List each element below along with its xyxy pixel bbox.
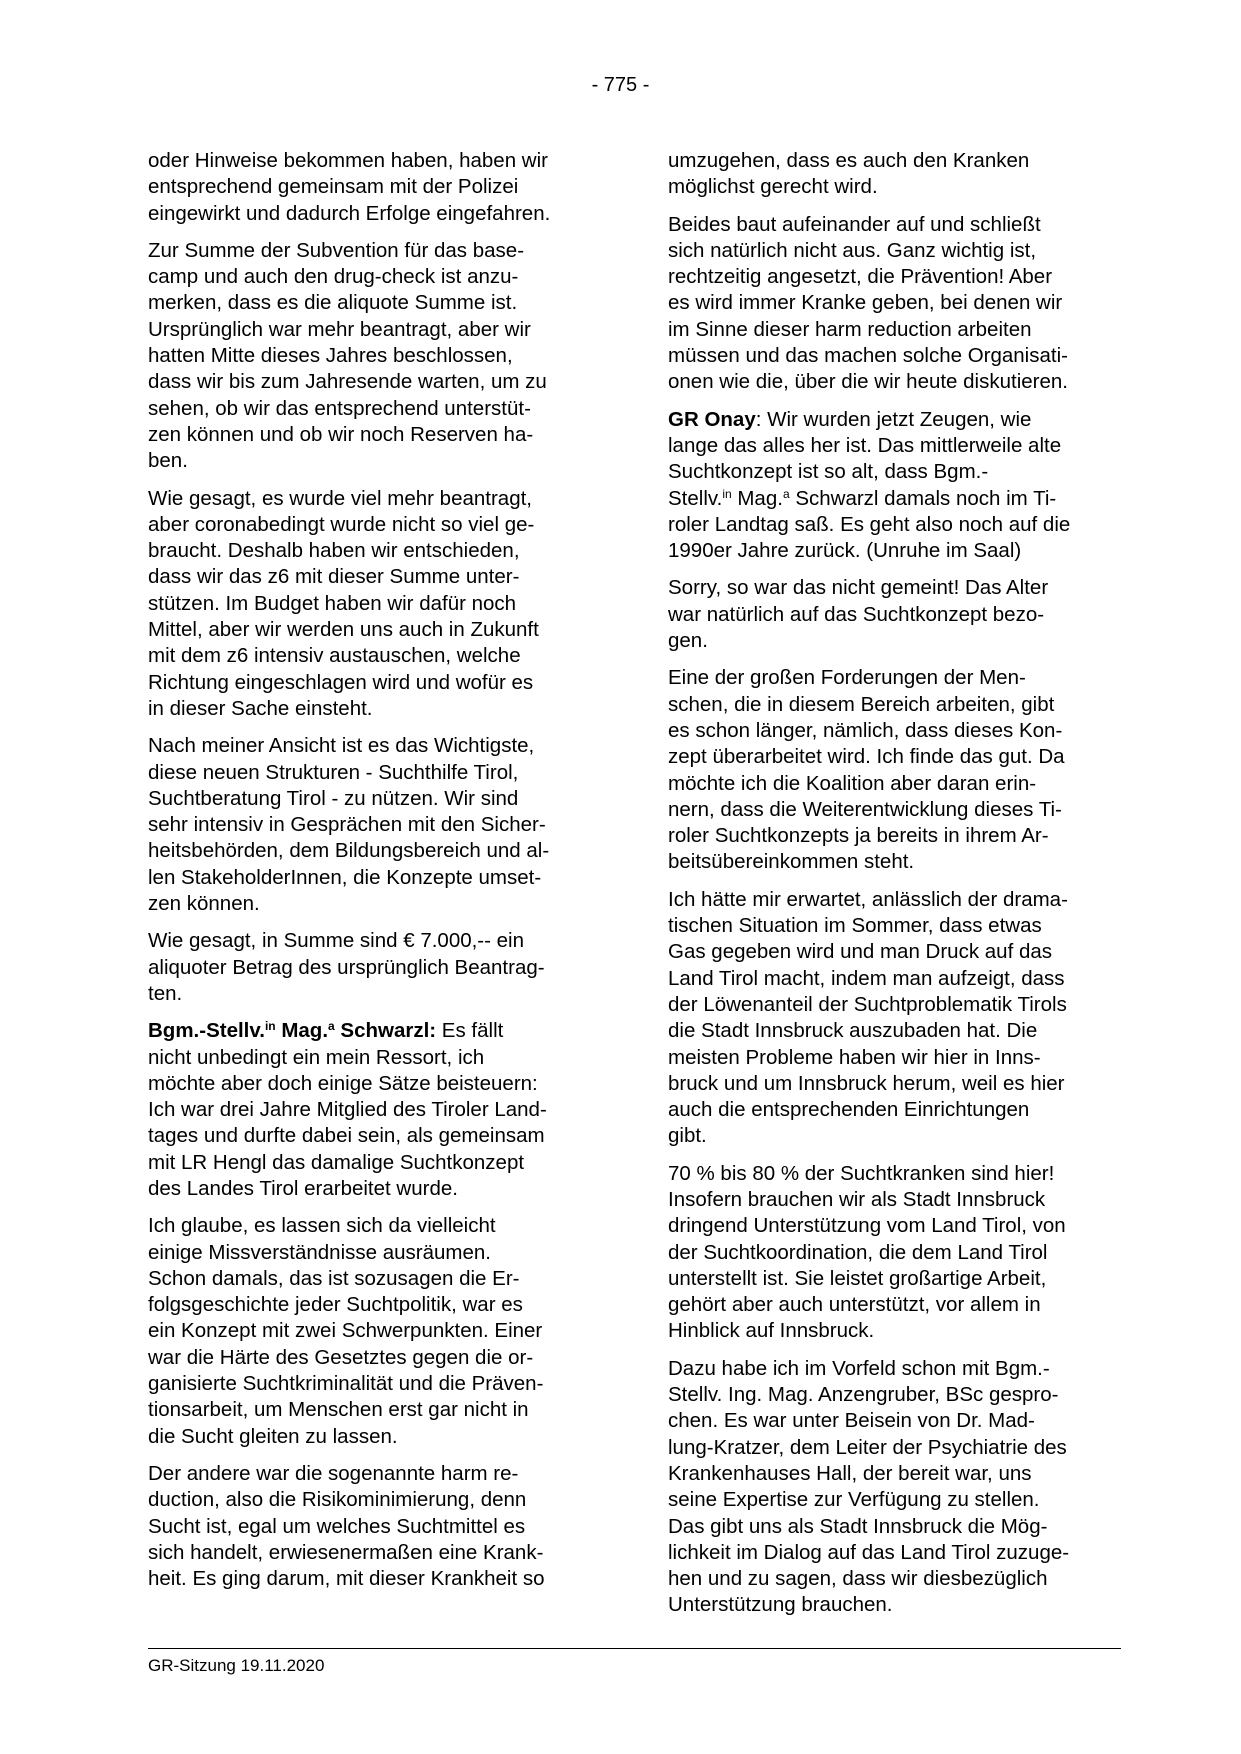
text-line: Ich war drei Jahre Mitglied des Tiroler Land- bbox=[148, 1098, 547, 1122]
text-line: entsprechend gemeinsam mit der Polizei bbox=[148, 175, 519, 199]
text-line: tischen Situation im Sommer, dass etwas bbox=[668, 914, 1042, 938]
speaker-name-schwarzl: Bgm.-Stellv.$^{in}$ Mag.$^a$ Schwarzl: bbox=[148, 1019, 437, 1043]
text-line: lung-Kratzer, dem Leiter der Psychiatrie des bbox=[668, 1435, 1067, 1459]
text-line: möchte ich die Koalition aber daran erin- bbox=[668, 771, 1037, 795]
left-paragraphs bbox=[148, 148, 600, 1007]
text-line: roler Suchtkonzepts ja bereits in ihrem Ar- bbox=[668, 824, 1049, 848]
text-line: dass wir das z6 mit dieser Summe unter- bbox=[148, 565, 520, 589]
text-line: Ursprünglich war mehr beantragt, aber wir bbox=[148, 317, 531, 341]
paragraph bbox=[148, 1461, 600, 1592]
text-line: heit. Es ging darum, mit dieser Krankheit so bbox=[148, 1567, 545, 1591]
text-line: heitsbehörden, dem Bildungsbereich und al- bbox=[148, 839, 550, 863]
text-line: Suchtberatung Tirol - zu nützen. Wir sind bbox=[148, 786, 519, 810]
text-line: Dazu habe ich im Vorfeld schon mit Bgm.- bbox=[668, 1356, 1050, 1380]
text-line: Beides baut aufeinander auf und schließt bbox=[668, 212, 1041, 236]
page-number: - 775 - bbox=[591, 74, 650, 96]
text-line: sich handelt, erwiesenermaßen eine Krank- bbox=[148, 1540, 544, 1564]
text-line: schen, die in diesem Bereich arbeiten, gibt bbox=[668, 692, 1055, 716]
text-line: hen und zu sagen, dass wir diesbezüglich bbox=[668, 1567, 1048, 1591]
paragraph bbox=[148, 1213, 600, 1450]
text-line: ein Konzept mit zwei Schwerpunkten. Einer bbox=[148, 1319, 543, 1343]
text-line: Zur Summe der Subvention für das base- bbox=[148, 238, 525, 262]
text-line: folgsgeschichte jeder Suchtpolitik, war es bbox=[148, 1293, 523, 1317]
left-column bbox=[148, 148, 600, 1603]
text-line: seine Expertise zur Verfügung zu stellen. bbox=[668, 1488, 1040, 1512]
text-line: möglichst gerecht wird. bbox=[668, 175, 878, 199]
text-line: Suchtkonzept ist so alt, dass Bgm.- bbox=[668, 460, 989, 484]
text-line: 1990er Jahre zurück. (Unruhe im Saal) bbox=[668, 539, 1022, 563]
text-line: beitsübereinkommen steht. bbox=[668, 850, 915, 874]
text-line: Gas gegeben wird und man Druck auf das bbox=[668, 940, 1053, 964]
text-line: im Sinne dieser harm reduction arbeiten bbox=[668, 317, 1032, 341]
footer-session: GR-Sitzung 19.11.2020 bbox=[148, 1656, 325, 1675]
text-line: aber coronabedingt wurde nicht so viel ge- bbox=[148, 512, 535, 536]
speaker-name-onay: GR Onay bbox=[668, 407, 756, 431]
text-line: zen können. bbox=[148, 892, 260, 916]
text-line: war natürlich auf das Suchtkonzept bezo- bbox=[668, 602, 1045, 626]
text-line: len StakeholderInnen, die Konzepte umset- bbox=[148, 865, 542, 889]
text-line: Krankenhauses Hall, der bereit war, uns bbox=[668, 1461, 1032, 1485]
text-line: nicht unbedingt ein mein Ressort, ich bbox=[148, 1045, 485, 1069]
text-line: bruck und um Innsbruck herum, weil es hier bbox=[668, 1071, 1065, 1095]
text-line: roler Landtag saß. Es geht also noch auf die bbox=[668, 512, 1071, 536]
footer-divider bbox=[148, 1648, 1121, 1649]
text-line: Ich glaube, es lassen sich da vielleicht bbox=[148, 1214, 496, 1238]
text-line: tages und durfte dabei sein, als gemeinsam bbox=[148, 1124, 545, 1148]
left-paragraphs-after bbox=[148, 1213, 600, 1592]
text-line: in dieser Sache einsteht. bbox=[148, 696, 373, 720]
paragraph bbox=[668, 665, 1120, 875]
paragraph bbox=[668, 1356, 1120, 1619]
text-line: ben. bbox=[148, 449, 188, 473]
text-line: müssen und das machen solche Organisati- bbox=[668, 344, 1068, 368]
text-line: dringend Unterstützung vom Land Tirol, von bbox=[668, 1214, 1066, 1238]
text-line: duction, also die Risikominimierung, denn bbox=[148, 1488, 527, 1512]
paragraph bbox=[668, 1161, 1120, 1345]
text-line: rechtzeitig angesetzt, die Prävention! Aber bbox=[668, 265, 1053, 289]
text-line: ten. bbox=[148, 981, 183, 1005]
text-line: Stellv. Ing. Mag. Anzengruber, BSc gespro- bbox=[668, 1383, 1059, 1407]
text-line: die Stadt Innsbruck auszubaden hat. Die bbox=[668, 1019, 1038, 1043]
text-line: der Suchtkoordination, die dem Land Tirol bbox=[668, 1240, 1048, 1264]
text-line: tionsarbeit, um Menschen erst gar nicht in bbox=[148, 1398, 529, 1422]
text-line: ganisierte Suchtkriminalität und die Präven- bbox=[148, 1372, 544, 1396]
text-line: camp und auch den drug-check ist anzu- bbox=[148, 265, 519, 289]
right-paragraphs bbox=[668, 148, 1120, 396]
right-column bbox=[668, 148, 1120, 1630]
text-line: Land Tirol macht, indem man aufzeigt, dass bbox=[668, 966, 1065, 990]
paragraph bbox=[668, 887, 1120, 1150]
text-line: Sorry, so war das nicht gemeint! Das Alter bbox=[668, 576, 1049, 600]
text-line: aliquoter Betrag des ursprünglich Beantrag- bbox=[148, 955, 545, 979]
paragraph bbox=[148, 928, 600, 1007]
text-line: Schon damals, das ist sozusagen die Er- bbox=[148, 1266, 520, 1290]
text-line: auch die entsprechenden Einrichtungen bbox=[668, 1098, 1030, 1122]
text-line: oder Hinweise bekommen haben, haben wir bbox=[148, 149, 548, 172]
text-line: Wie gesagt, in Summe sind € 7.000,-- ein bbox=[148, 929, 525, 953]
paragraph bbox=[668, 148, 1120, 201]
text-line: gen. bbox=[668, 629, 708, 653]
paragraph bbox=[148, 148, 600, 227]
paragraph bbox=[148, 733, 600, 917]
text-line: Der andere war die sogenannte harm re- bbox=[148, 1461, 519, 1485]
text-line: umzugehen, dass es auch den Kranken bbox=[668, 149, 1030, 172]
text-line: mit dem z6 intensiv austauschen, welche bbox=[148, 644, 521, 668]
text-line: lange das alles her ist. Das mittlerweile alte bbox=[668, 433, 1062, 457]
text-line: Richtung eingeschlagen wird und wofür es bbox=[148, 670, 534, 694]
text-line: sehen, ob wir das entsprechend unterstüt- bbox=[148, 396, 531, 420]
text-line: eingewirkt und dadurch Erfolge eingefahren. bbox=[148, 201, 551, 225]
text-line: möchte aber doch einige Sätze beisteuern: bbox=[148, 1071, 538, 1095]
text-line: Nach meiner Ansicht ist es das Wichtigste, bbox=[148, 734, 535, 758]
text-line: zept überarbeitet wird. Ich finde das gut. Da bbox=[668, 745, 1065, 769]
text-line: lichkeit im Dialog auf das Land Tirol zuzuge- bbox=[668, 1540, 1070, 1564]
paragraph bbox=[668, 212, 1120, 396]
text-line: onen wie die, über die wir heute diskutieren. bbox=[668, 370, 1068, 394]
text-line: Ich hätte mir erwartet, anlässlich der drama- bbox=[668, 887, 1068, 911]
text-line: die Sucht gleiten zu lassen. bbox=[148, 1424, 398, 1448]
text-line: Wie gesagt, es wurde viel mehr beantragt, bbox=[148, 486, 532, 510]
text-line: diese neuen Strukturen - Suchthilfe Tirol, bbox=[148, 760, 519, 784]
paragraph bbox=[668, 575, 1120, 654]
text-line: hatten Mitte dieses Jahres beschlossen, bbox=[148, 344, 513, 368]
text-line: der Löwenanteil der Suchtproblematik Tirols bbox=[668, 992, 1067, 1016]
text-line: einige Missverständnisse ausräumen. bbox=[148, 1240, 491, 1264]
text-line: unterstellt ist. Sie leistet großartige Arbeit, bbox=[668, 1266, 1047, 1290]
text-line: mit LR Hengl das damalige Suchtkonzept bbox=[148, 1150, 525, 1174]
text-line: war die Härte des Gesetztes gegen die or- bbox=[148, 1345, 534, 1369]
text-line: chen. Es war unter Beisein von Dr. Mad- bbox=[668, 1409, 1035, 1433]
text-line: zen können und ob wir noch Reserven ha- bbox=[148, 422, 534, 446]
text-line: merken, dass es die aliquote Summe ist. bbox=[148, 291, 518, 315]
text-line: Sucht ist, egal um welches Suchtmittel es bbox=[148, 1514, 526, 1538]
right-paragraphs-after bbox=[668, 575, 1120, 1618]
text-line: nern, dass die Weiterentwicklung dieses Ti- bbox=[668, 797, 1062, 821]
text-line: gibt. bbox=[668, 1124, 707, 1148]
text-line: es wird immer Kranke geben, bei denen wir bbox=[668, 291, 1063, 315]
text-line: meisten Probleme haben wir hier in Inns- bbox=[668, 1045, 1041, 1069]
text-line: Hinblick auf Innsbruck. bbox=[668, 1319, 875, 1343]
text-line: dass wir bis zum Jahresende warten, um zu bbox=[148, 370, 547, 394]
text-line: Mittel, aber wir werden uns auch in Zukunft bbox=[148, 618, 539, 642]
text-line: stützen. Im Budget haben wir dafür noch bbox=[148, 591, 517, 615]
text-line: Insofern brauchen wir als Stadt Innsbruck bbox=[668, 1187, 1046, 1211]
text-line: Eine der großen Forderungen der Men- bbox=[668, 666, 1026, 690]
text-line: gehört aber auch unterstützt, vor allem in bbox=[668, 1293, 1041, 1317]
text-line: braucht. Deshalb haben wir entschieden, bbox=[148, 539, 520, 563]
text-line: Unterstützung brauchen. bbox=[668, 1593, 893, 1617]
paragraph bbox=[148, 486, 600, 723]
text-line: es schon länger, nämlich, dass dieses Kon- bbox=[668, 718, 1063, 742]
text-line: Das gibt uns als Stadt Innsbruck die Mög- bbox=[668, 1514, 1048, 1538]
text-line: des Landes Tirol erarbeitet wurde. bbox=[148, 1176, 458, 1200]
text-line: sehr intensiv in Gesprächen mit den Sicher- bbox=[148, 813, 546, 837]
text-line: 70 % bis 80 % der Suchtkranken sind hier! bbox=[668, 1161, 1055, 1185]
text-line: sich natürlich nicht aus. Ganz wichtig ist, bbox=[668, 238, 1037, 262]
paragraph-speaker-schwarzl: Bgm.-Stellv.$^{in}$ Mag.$^a$ Schwarzl: Es fällt nicht unbedingt ein mein Ressort, ich möchte aber doch einige Sätze beisteuern: Ich war drei Jahre Mitglied des Tiroler Land- tages und durfte dabei sein, als gemeinsam mit LR Hengl das damalige Suchtkonzept des Landes Tirol erarbeitet wurde. bbox=[148, 1019, 547, 1200]
paragraph bbox=[148, 238, 600, 475]
paragraph-speaker-onay: GR Onay: Wir wurden jetzt Zeugen, wie lange das alles her ist. Das mittlerweile alte Suchtkonzept ist so alt, dass Bgm.- Stellv.$^{in}$ Mag.$^a$ Schwarzl damals noch im Ti- roler Landtag saß. Es geht also noch auf die 1990er Jahre zurück. (Unruhe im Saal) bbox=[668, 407, 1071, 563]
